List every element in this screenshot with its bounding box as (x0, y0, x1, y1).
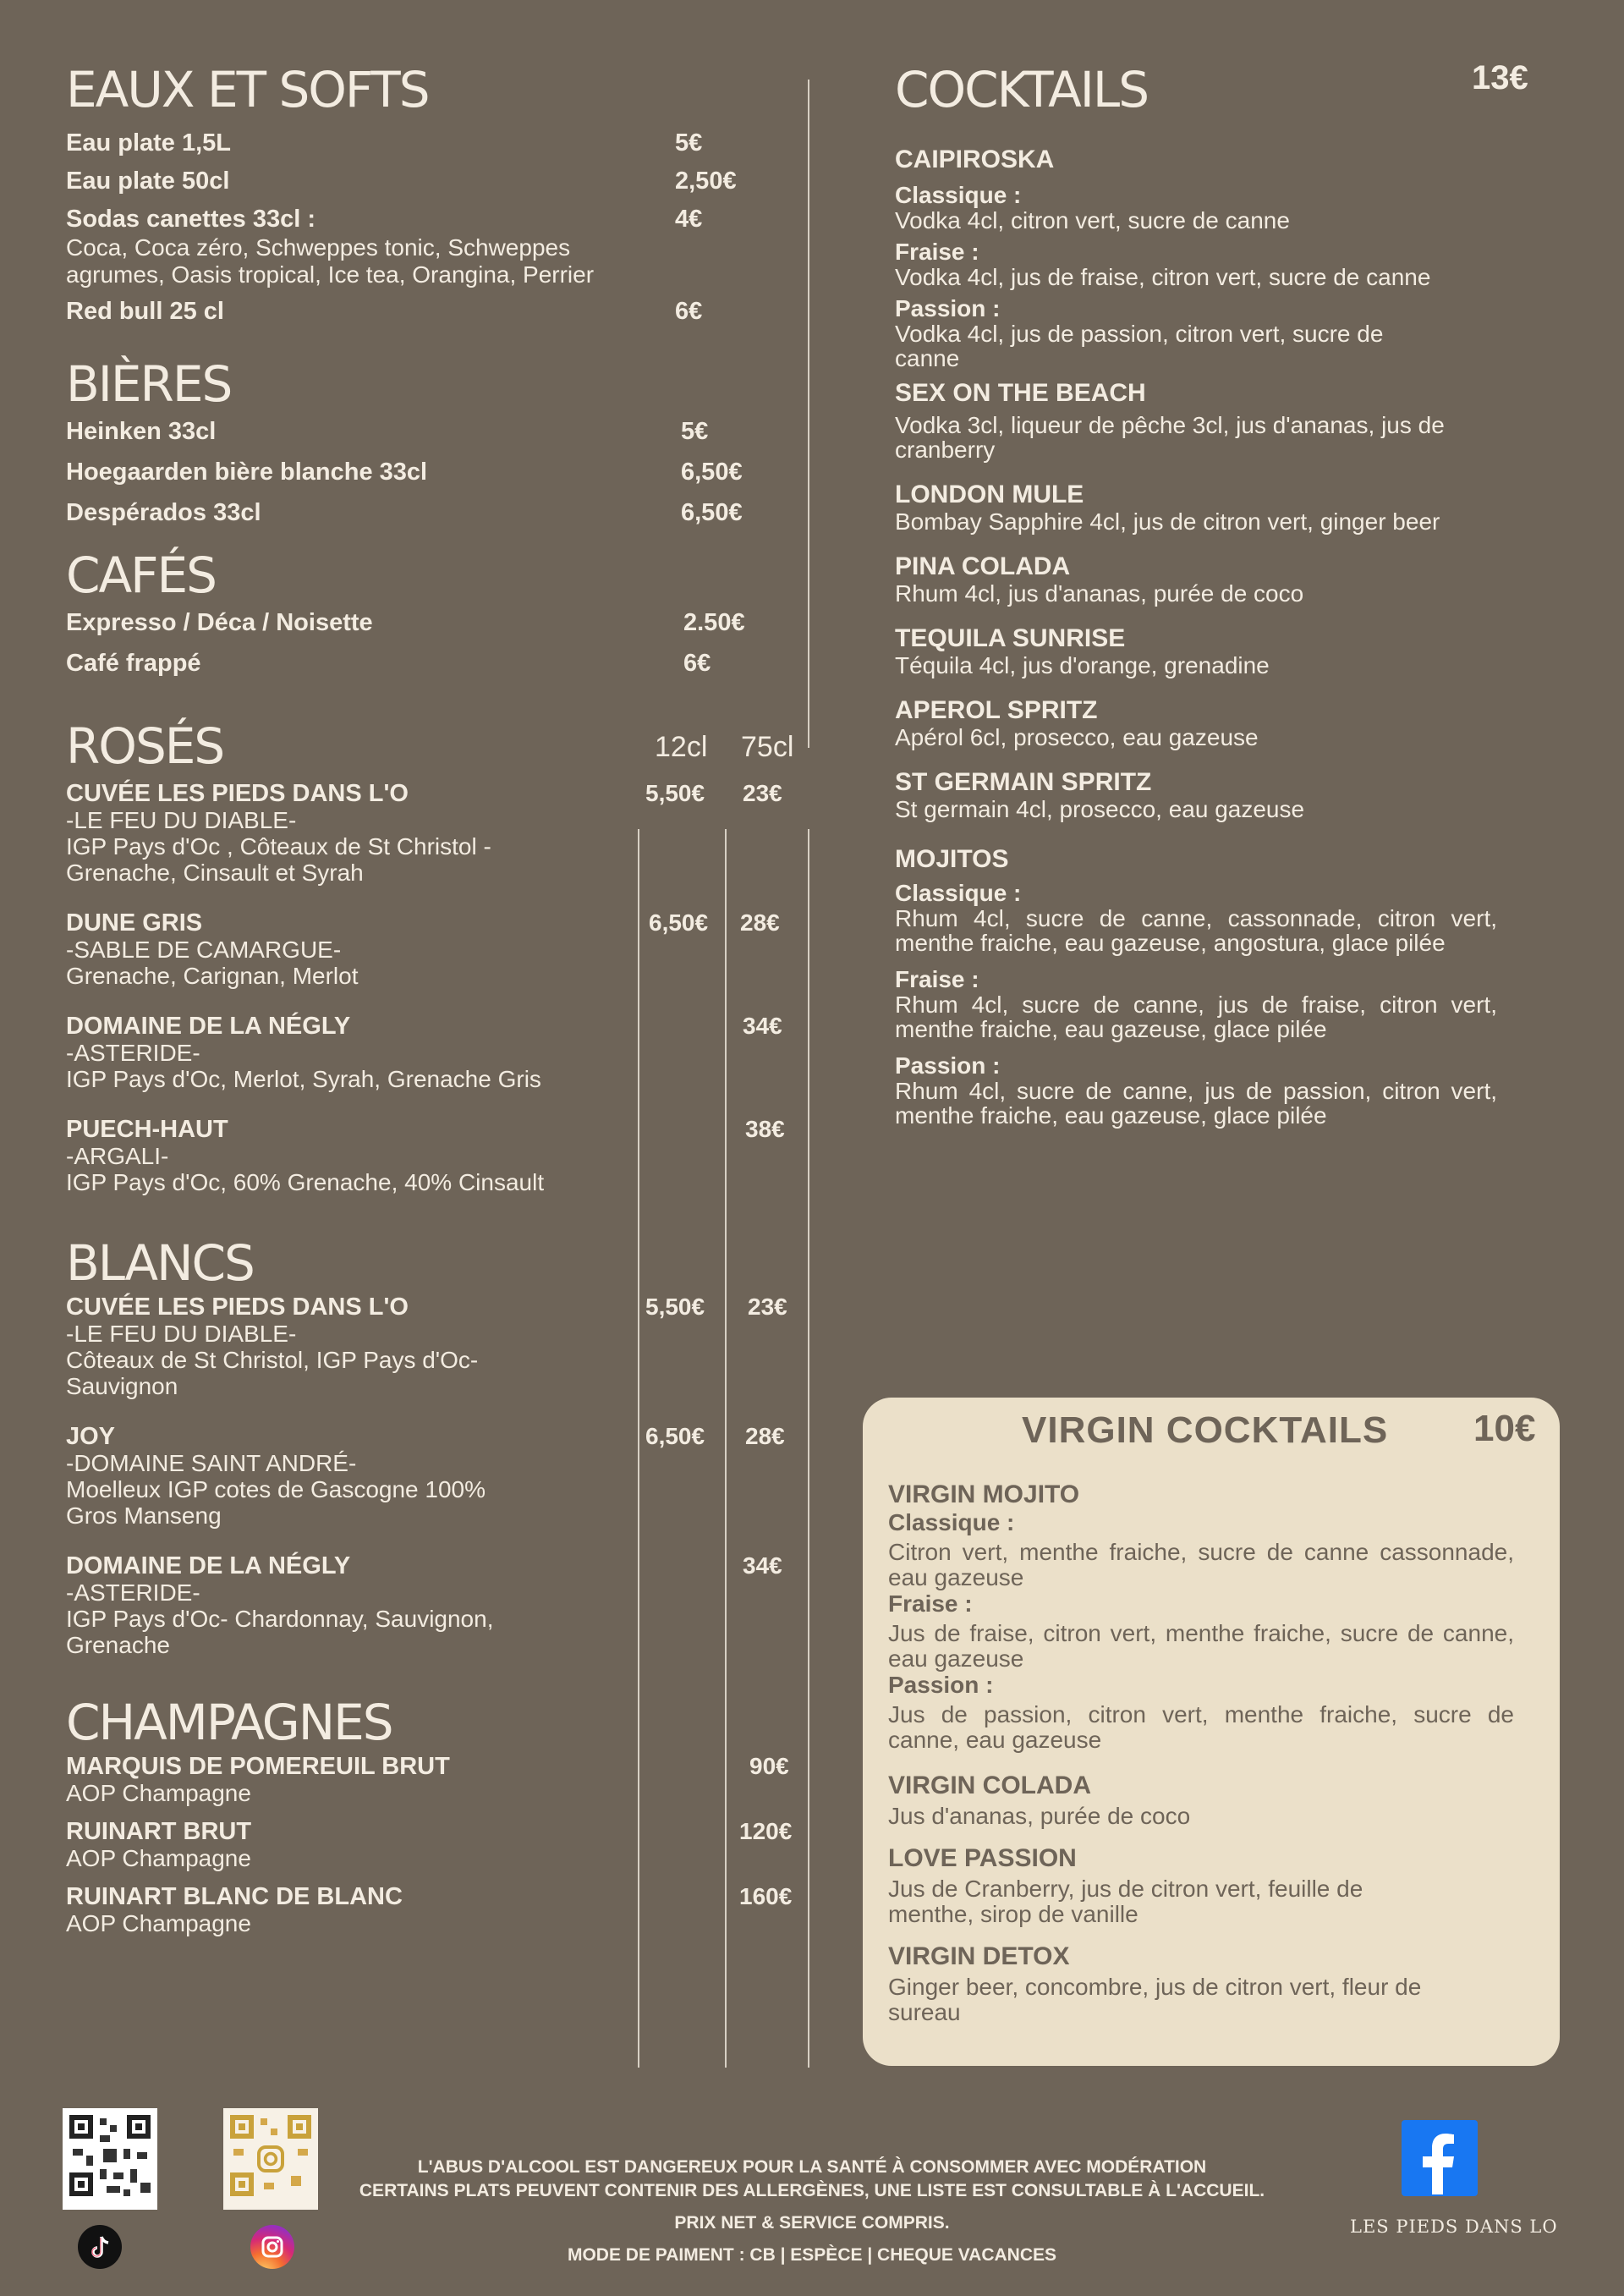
section-title-roses: ROSÉS (66, 717, 224, 775)
wine-item: RUINART BLANC DE BLANC AOP Champagne 160€ (66, 1883, 793, 1936)
wine-item: MARQUIS DE POMEREUIL BRUT AOP Champagne 90€ (66, 1753, 789, 1806)
menu-item: Red bull 25 cl 6€ (66, 298, 703, 325)
cocktail-item: CAIPIROSKA Classique : Vodka 4cl, citron vert, sucre de canne Fraise : Vodka 4cl, jus de fraise, citron vert, sucre de canne Passion : Vodka 4cl, jus de passion, citron vert, sucre de canne (895, 146, 1431, 371)
left-column (66, 59, 810, 1936)
facebook-icon[interactable] (1402, 2120, 1478, 2196)
wine-item: DUNE GRIS -SABLE DE CAMARGUE- Grenache, Carignan, Merlot 6,50€ 28€ (66, 909, 780, 989)
wine-item: PUECH-HAUT -ARGALI- IGP Pays d'Oc, 60% Grenache, 40% Cinsault 38€ (66, 1116, 785, 1195)
payment-methods: MODE DE PAIMENT : CB | ESPÈCE | CHEQUE VACANCES (567, 2245, 1057, 2265)
cocktail-name: VIRGIN COLADA (888, 1771, 1091, 1799)
col-header-12cl: 12cl (655, 731, 708, 763)
section-title-eaux: EAUX ET SOFTS (66, 61, 429, 118)
menu-item: Hoegaarden bière blanche 33cl 6,50€ (66, 459, 743, 486)
column-divider (808, 80, 809, 748)
wine-item: CUVÉE LES PIEDS DANS L'O -LE FEU DU DIABLE- Côteaux de St Christol, IGP Pays d'Oc- Sauvignon 5,50€ 23€ (66, 1294, 787, 1399)
footer (0, 2098, 1624, 2296)
menu-item: Café frappé 6€ (66, 650, 711, 677)
allergen-notice: CERTAINS PLATS PEUVENT CONTENIR DES ALLERGÈNES, UNE LISTE EST CONSULTABLE À L'ACCUEIL. (359, 2181, 1265, 2200)
cocktail-item: MOJITOS Classique : Rhum 4cl, sucre de canne, cassonnade, citron vert, menthe fraiche, eau gazeuse, angostura, glace pilée Fraise : Rhum 4cl, sucre de canne, jus de fraise, citron vert, menthe fraiche, eau gazeuse, glace pilée Passion : Rhum 4cl, sucre de canne, jus de passion, citron vert, menthe fraiche, eau gazeuse, glace pilée (895, 845, 1497, 1129)
cocktail-name: VIRGIN DETOX (888, 1942, 1070, 1970)
price-notice: PRIX NET & SERVICE COMPRIS. (674, 2213, 950, 2233)
section-title-champagnes: CHAMPAGNES (66, 1694, 392, 1751)
wine-item: DOMAINE DE LA NÉGLY -ASTERIDE- IGP Pays d'Oc- Chardonnay, Sauvignon, Grenache 34€ (66, 1552, 782, 1658)
col-header-75cl: 75cl (741, 731, 794, 763)
cocktails-price: 13€ (1472, 59, 1528, 96)
section-title-bieres: BIÈRES (66, 355, 232, 413)
champagnes-section (66, 1692, 810, 1936)
wine-item: RUINART BRUT AOP Champagne 120€ (66, 1818, 793, 1871)
virgin-list: VIRGIN MOJITO Classique : Citron vert, menthe fraiche, sucre de canne cassonnade, eau gazeuse Fraise : Jus de fraise, citron vert, menthe fraiche, sucre de canne, eau gazeuse Passion : Jus de passion, citron vert, menthe fraiche, sucre de canne, eau gazeuse VIRGIN COLADA Jus d'ananas, purée de coco LOVE PASSION Jus de Cranberry, jus de citron vert, feuille de menthe, sirop de vanille VIRGIN DETOX Ginger beer, concombre, jus de citron vert, fleur de sureau (888, 1480, 1514, 2025)
section-title-cocktails: COCKTAILS (895, 61, 1149, 118)
cocktails-column (895, 59, 1563, 1128)
section-title-blancs: BLANCS (66, 1234, 254, 1292)
cocktail-name: VIRGIN MOJITO (888, 1480, 1080, 1508)
virgin-price: 10€ (1473, 1408, 1536, 1449)
wine-item: DOMAINE DE LA NÉGLY -ASTERIDE- IGP Pays d'Oc, Merlot, Syrah, Grenache Gris 34€ (66, 1013, 782, 1092)
cocktail-item: ST GERMAIN SPRITZ St germain 4cl, prosecco, eau gazeuse (895, 768, 1305, 822)
menu-item: Eau plate 1,5L 5€ (66, 129, 703, 157)
menu-item: Eau plate 50cl 2,50€ (66, 168, 737, 195)
item-description: Coca, Coca zéro, Schweppes tonic, Schweppes agrumes, Oasis tropical, Ice tea, Orangina, Perrier (66, 234, 595, 288)
menu-item: Despérados 33cl 6,50€ (66, 499, 743, 526)
blancs-section (66, 1233, 810, 1658)
price-divider (808, 829, 809, 2068)
cocktail-name: LOVE PASSION (888, 1844, 1077, 1872)
wine-item: JOY -DOMAINE SAINT ANDRÉ- Moelleux IGP cotes de Gascogne 100% Gros Manseng 6,50€ 28€ (66, 1423, 785, 1529)
virgin-cocktails-box (863, 1398, 1560, 2066)
cocktail-item: LONDON MULE Bombay Sapphire 4cl, jus de citron vert, ginger beer (895, 481, 1440, 535)
menu-item: Sodas canettes 33cl : 4€ (66, 206, 703, 233)
facebook-page-name: LES PIEDS DANS LO (1350, 2216, 1558, 2237)
cocktail-item: PINA COLADA Rhum 4cl, jus d'ananas, purée de coco (895, 552, 1304, 607)
wine-item: CUVÉE LES PIEDS DANS L'O -LE FEU DU DIABLE- IGP Pays d'Oc , Côteaux de St Christol - Grenache, Cinsault et Syrah 5,50€ 23€ (66, 780, 782, 886)
alcohol-warning: L'ABUS D'ALCOOL EST DANGEREUX POUR LA SANTÉ À CONSOMMER AVEC MODÉRATION (417, 2157, 1207, 2177)
price-divider (725, 829, 727, 2068)
menu-item: Heinken 33cl 5€ (66, 418, 709, 445)
cocktail-item: APEROL SPRITZ Apérol 6cl, prosecco, eau gazeuse (895, 696, 1259, 750)
cocktail-item: TEQUILA SUNRISE Téquila 4cl, jus d'orange, grenadine (895, 624, 1270, 678)
roses-section (66, 716, 810, 1195)
menu-item: Expresso / Déca / Noisette 2.50€ (66, 609, 745, 636)
price-divider (638, 829, 639, 2068)
cocktail-item: SEX ON THE BEACH Vodka 3cl, liqueur de pêche 3cl, jus d'ananas, jus de cranberry (895, 379, 1445, 463)
virgin-title: VIRGIN COCKTAILS (1022, 1409, 1389, 1451)
section-title-cafes: CAFÉS (66, 547, 216, 604)
